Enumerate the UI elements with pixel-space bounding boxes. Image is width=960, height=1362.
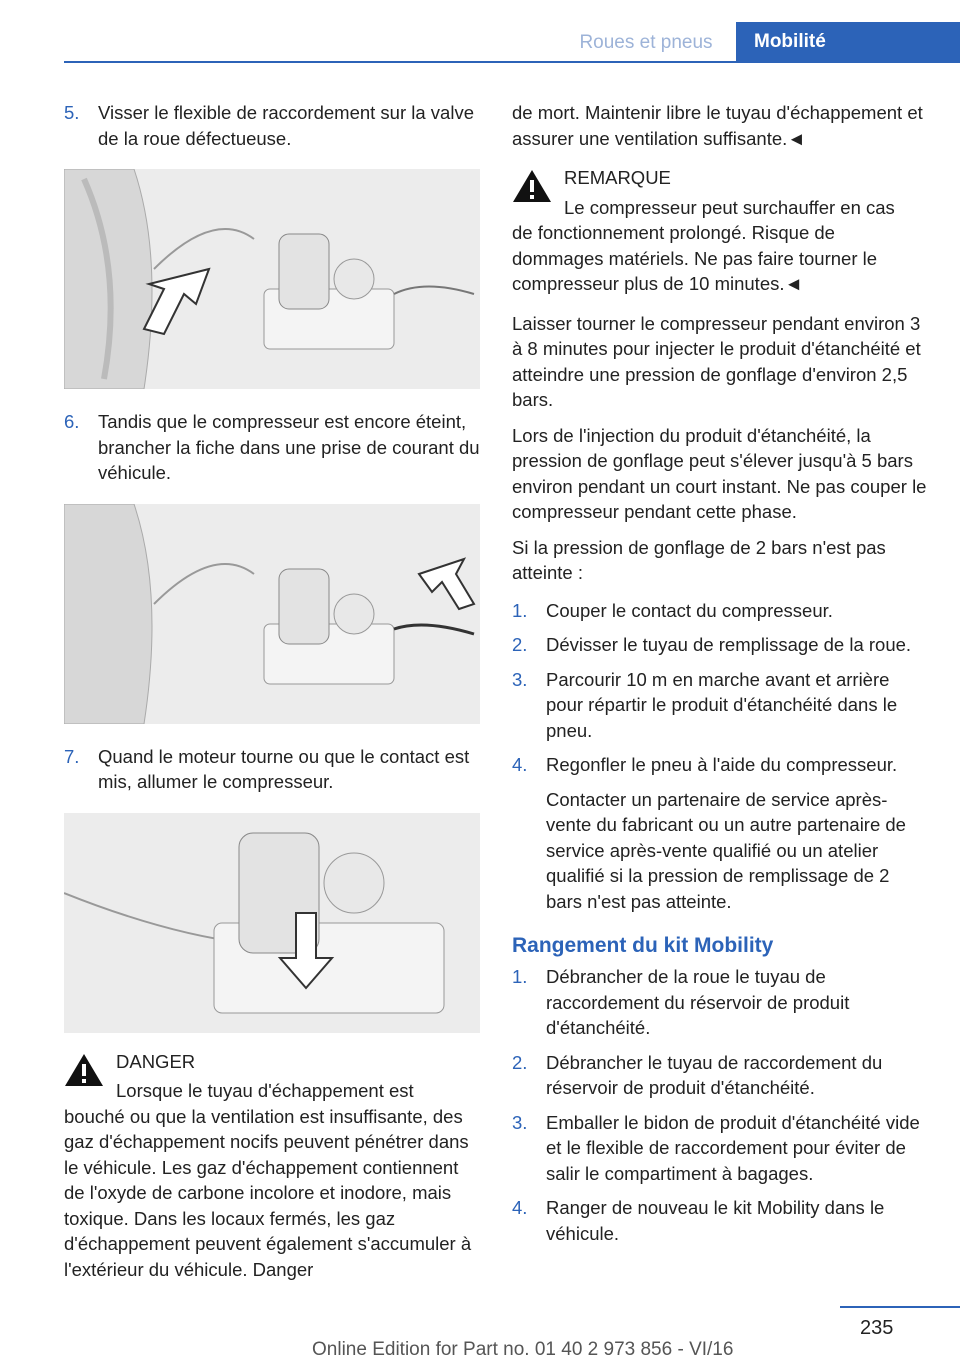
figure-hose-on-valve [64,169,480,389]
list-text: Parcourir 10 m en marche avant et arrière pour répartir le produit d'étanchéité dans le pneu. [546,668,898,741]
header-tab-mobilite[interactable]: Mobilité [736,22,960,62]
list-text: Débrancher de la roue le tuyau de raccordement du réservoir de produit d'étanchéité. [546,966,850,1038]
paragraph: Lors de l'injection du produit d'étanchéité, la pression de gonflage peut s'élever jusqu'à 5 bars environ pendant un court instant. Ne pas couper le compresseur pendant cette phase. [512,424,927,522]
note-text: de fonctionnement prolongé. Risque de dommages matériels. Ne pas faire tourner le compresseur plus de 10 minutes.◄ [512,222,878,294]
warning-triangle-icon [512,169,552,203]
header-tab-roues-et-pneus[interactable]: Roues et pneus [579,31,713,53]
list-storage [512,964,930,1246]
list-number: 4. [512,754,528,775]
list-text: Débrancher le tuyau de raccordement du réservoir de produit d'étanchéité. [546,1051,883,1098]
list-item [512,1050,930,1101]
step-6 [64,409,482,486]
list-item [512,667,930,744]
list-item [512,632,930,658]
step-text: Tandis que le compresseur est encore éteint, brancher la fiche dans une prise de courant du véhicule. [98,411,480,483]
danger-text-first-line: Lorsque le tuyau d'échappement est [116,1080,414,1101]
figure-compressor-switch [64,813,480,1033]
list-extra-text: Contacter un partenaire de service après-vente du fabricant ou un autre partenaire de service après-vente qualifié ou un atelier qualifié si la pression de remplissage de 2 bars n'est pas atteinte. [546,788,906,912]
edition-text: Online Edition for Part no. 01 40 2 973 856 - VI/16 [312,1339,734,1360]
header-rule [64,61,960,63]
danger-text: bouché ou que la ventilation est insuffisante, des gaz d'échappement nocifs peuvent pénétrer dans le véhicule. Les gaz d'échappement contiennent de l'oxyde de carbone incolore et inodore, mais toxique. Dans les locaux fermés, les gaz d'échappement peuvent également s'accumuler à l'extérieur du véhicule. Danger [64,1105,472,1280]
list-number: 1. [512,599,528,621]
list-text: Couper le contact du compresseur. [546,599,833,621]
list-text: Ranger de nouveau le kit Mobility dans le véhicule. [546,1197,885,1244]
note-warning [512,165,930,297]
list-number: 4. [512,1197,528,1218]
list-number: 2. [512,1051,528,1073]
warning-triangle-icon [64,1053,104,1087]
danger-text-continued: de mort. Maintenir libre le tuyau d'échappement et assurer une ventilation suffisante.◄ [512,102,923,149]
step-7 [64,744,482,795]
list-text: Regonfler le pneu à l'aide du compresseur. [546,754,898,775]
list-number: 1. [512,966,528,987]
step-text: Visser le flexible de raccordement sur la valve de la roue défectueuse. [98,102,474,149]
step-5 [64,100,482,151]
step-number: 5. [64,102,80,123]
step-number: 6. [64,411,80,432]
step-number: 7. [64,745,80,767]
list-item [512,964,930,1041]
list-text: Dévisser le tuyau de remplissage de la roue. [546,634,912,655]
section-title: Rangement du kit Mobility [512,934,774,957]
right-column [512,100,930,1246]
list-number: 3. [512,1111,528,1133]
left-column [64,100,482,1282]
danger-title: DANGER [116,1050,196,1072]
note-text-first-line: Le compresseur peut surchauffer en cas [564,196,895,218]
page-number: 235 [860,1317,894,1339]
footer-rule [840,1306,960,1308]
list-number: 3. [512,668,528,690]
paragraph: Si la pression de gonflage de 2 bars n'est pas atteinte : [512,536,886,583]
list-troubleshoot [512,598,930,915]
list-text: Emballer le bidon de produit d'étanchéité vide et le flexible de raccordement pour éviter de salir le compartiment à bagages. [546,1111,920,1184]
figure-plug-socket [64,504,480,724]
step-text: Quand le moteur tourne ou que le contact est mis, allumer le compresseur. [98,745,470,792]
danger-warning [64,1049,482,1283]
list-number: 2. [512,634,528,655]
list-item [512,1110,930,1187]
list-item [512,752,930,778]
note-title: REMARQUE [564,167,671,188]
paragraph: Laisser tourner le compresseur pendant environ 3 à 8 minutes pour injecter le produit d'étanchéité et atteindre une pression de gonflage d'environ 2,5 bars. [512,312,921,410]
list-item [512,598,930,624]
list-item [512,1195,930,1246]
